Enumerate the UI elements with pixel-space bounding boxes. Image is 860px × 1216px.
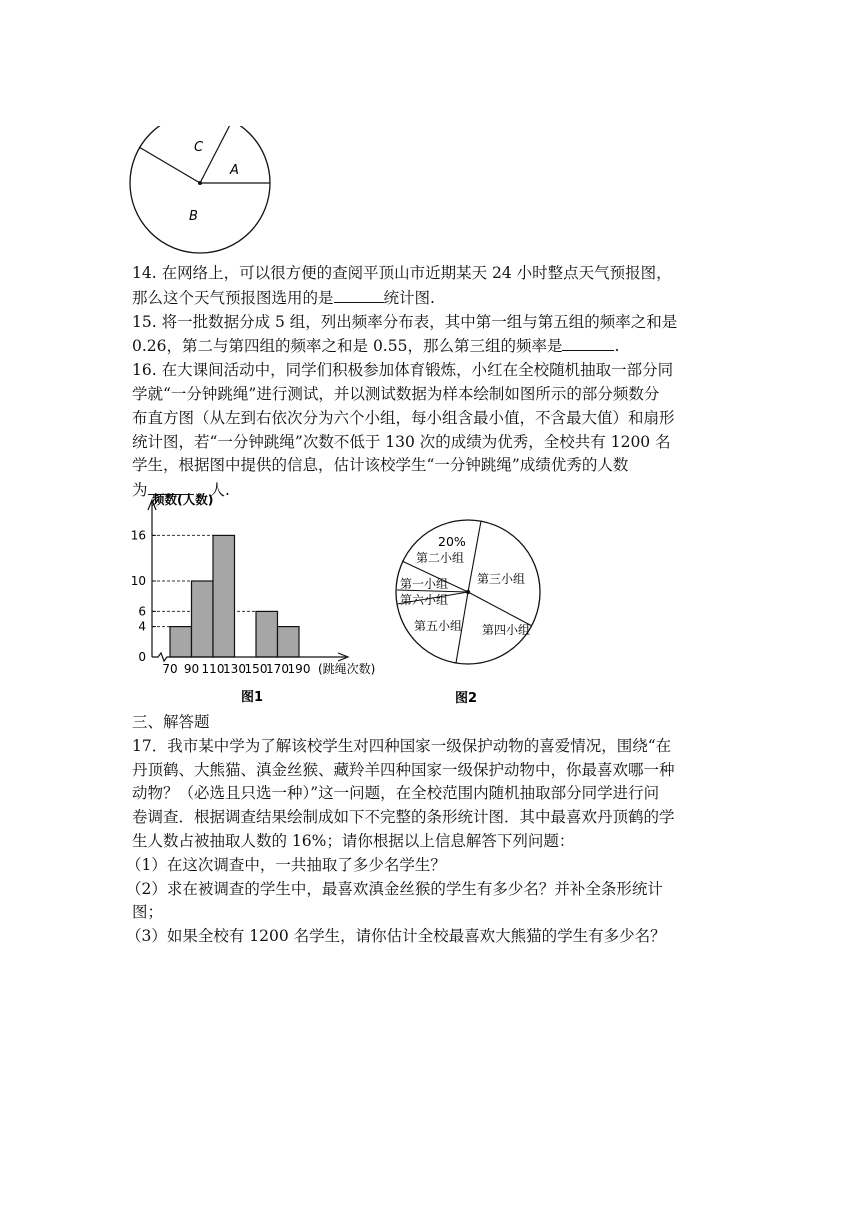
chart-title-fig2: 图2 [455, 691, 478, 706]
histogram-bar [256, 611, 278, 657]
q17-line1: 17．我市某中学为了解该校学生对四种国家一级保护动物的喜爱情况，围绕“在 [132, 736, 672, 755]
pie-slice-label: 第五小组 [414, 619, 463, 633]
q15-text: 0.26，第二与第四组的频率之和是 0.55，那么第三组的频率是 [132, 337, 563, 356]
q14-line1: 14. 在网络上，可以很方便的查阅平顶山市近期某天 24 小时整点天气预报图， [132, 264, 672, 282]
x-tick-label: 110 [201, 662, 225, 676]
section-heading: 三、解答题 [132, 713, 210, 731]
sector-label-a: A [230, 163, 239, 178]
q17-sub2-b: 图； [132, 903, 164, 922]
y-tick-label: 10 [130, 574, 146, 588]
q17-line5: 生人数占被抽取人数的 16%；请你根据以上信息解答下列问题： [132, 831, 575, 850]
x-tick-label: 170 [266, 662, 289, 676]
x-tick-label: 130 [223, 662, 246, 676]
q14-text-end: 统计图. [383, 288, 435, 307]
chart-title-fig1: 图1 [241, 690, 264, 705]
sector-label-c: C [194, 140, 204, 155]
q17-sub1: （1）在这次调查中，一共抽取了多少名学生？ [126, 855, 446, 874]
q17-line2: 丹顶鹤、大熊猫、滇金丝猴、藏羚羊四种国家一级保护动物中，你最喜欢哪一种 [132, 760, 675, 779]
histogram-bar [213, 535, 235, 657]
x-axis-label: (跳绳次数) [318, 662, 376, 676]
histogram-bar [192, 581, 214, 657]
pie-slice-label: 第四小组 [482, 623, 531, 637]
q16-line3: 布直方图（从左到右依次分为六个小组，每小组含最小值，不含最大值）和扇形 [132, 408, 675, 427]
pie-center [466, 590, 470, 594]
histogram-bar [278, 627, 300, 657]
sector-figure [124, 126, 276, 260]
sector-label-b: B [189, 209, 198, 224]
histogram-chart [128, 490, 418, 710]
q15-text-end: . [614, 337, 620, 356]
pie-slice-label: 第一小组 [400, 577, 449, 591]
y-tick-label: 0 [138, 650, 146, 664]
q16-line1: 16. 在大课间活动中，同学们积极参加体育锻炼，小红在全校随机抽取一部分同 [132, 361, 674, 380]
y-tick-label: 4 [138, 619, 146, 634]
pie-chart [392, 504, 542, 709]
q14-line2 [132, 286, 732, 311]
y-tick-label: 16 [130, 528, 146, 543]
radius-line [200, 126, 232, 183]
q16-line4: 统计图，若“一分钟跳绳”次数不低于 130 次的成绩为优秀，全校共有 1200 名 [132, 432, 671, 451]
pie-percent-label: 20% [438, 534, 466, 549]
q16-text-end: 人. [209, 481, 230, 500]
q15-line2 [132, 334, 732, 359]
x-tick-label: 90 [183, 662, 200, 676]
questions-14-16 [132, 262, 732, 503]
q16-text: 为 [132, 481, 148, 500]
histogram-bar [170, 627, 192, 657]
q14-text: 那么这个天气预报图选用的是 [132, 288, 334, 307]
pie-slice-label: 第三小组 [477, 572, 526, 586]
q17-sub3: （3）如果全校有 1200 名学生，请你估计全校最喜欢大熊猫的学生有多少名？ [126, 927, 666, 946]
answer-blank [562, 334, 614, 351]
q17-line3: 动物？（必选且只选一种）”这一问题，在全校范围内随机抽取部分同学进行问 [132, 784, 660, 803]
y-axis-label: 频数(人数) [152, 492, 214, 507]
pie-slice-label: 第六小组 [400, 593, 449, 607]
radius-line [139, 147, 200, 183]
pie-slice-label: 第二小组 [416, 551, 465, 565]
q17-sub2-a: （2）求在被调查的学生中，最喜欢滇金丝猴的学生有多少名？并补全条形统计 [126, 879, 663, 898]
q17-line4: 卷调查．根据调查结果绘制成如下不完整的条形统计图．其中最喜欢丹顶鹤的学 [132, 808, 675, 827]
section-3 [126, 711, 732, 949]
q15-line1: 15. 将一批数据分成 5 组，列出频率分布表，其中第一组与第五组的频率之和是 [132, 312, 678, 331]
answer-blank [334, 286, 384, 303]
x-tick-label: 150 [244, 662, 268, 676]
x-tick-label: 70 [162, 662, 178, 676]
x-tick-label: 190 [287, 662, 311, 676]
q16-line5: 学生，根据图中提供的信息，估计该校学生“一分钟跳绳”成绩优秀的人数 [132, 456, 629, 475]
y-tick-label: 6 [138, 604, 146, 619]
q16-line2: 学就“一分钟跳绳”进行测试，并以测试数据为样本绘制如图所示的部分频数分 [132, 384, 660, 403]
